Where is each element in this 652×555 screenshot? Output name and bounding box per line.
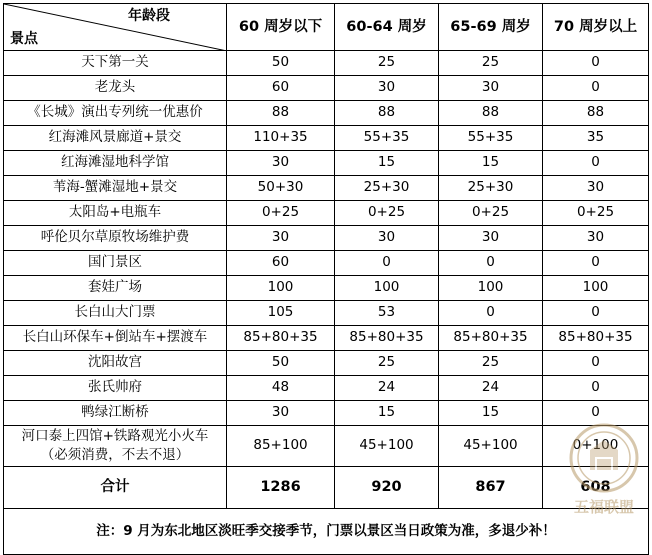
price-cell: 45+100 (439, 426, 543, 467)
price-table (3, 3, 649, 555)
price-cell: 110+35 (227, 126, 335, 151)
price-cell: 0 (543, 376, 649, 401)
price-cell: 85+80+35 (227, 326, 335, 351)
price-cell: 0 (543, 151, 649, 176)
table-row (4, 76, 649, 101)
table-row (4, 51, 649, 76)
price-cell: 30 (335, 226, 439, 251)
price-cell: 55+35 (439, 126, 543, 151)
price-cell: 25 (335, 51, 439, 76)
total-cell: 1286 (227, 467, 335, 509)
site-name-cell: 长白山环保车+倒站车+摆渡车 (4, 326, 227, 351)
column-header: 60-64 周岁 (335, 4, 439, 51)
price-cell: 0+25 (439, 201, 543, 226)
watermark-logo (566, 420, 642, 524)
site-name-cell: 苇海-蟹滩湿地+景交 (4, 176, 227, 201)
price-cell: 25+30 (439, 176, 543, 201)
table-row (4, 426, 649, 467)
price-cell: 50 (227, 351, 335, 376)
price-cell: 30 (227, 401, 335, 426)
site-name-cell: 太阳岛+电瓶车 (4, 201, 227, 226)
price-cell: 30 (439, 76, 543, 101)
site-name-cell: 呼伦贝尔草原牧场维护费 (4, 226, 227, 251)
price-cell: 60 (227, 251, 335, 276)
price-cell: 30 (543, 226, 649, 251)
note-text: 注：9 月为东北地区淡旺季交接季节，门票以景区当日政策为准，多退少补！ (4, 509, 649, 555)
price-cell: 30 (543, 176, 649, 201)
price-cell: 25 (335, 351, 439, 376)
price-cell: 25 (439, 51, 543, 76)
table-row (4, 301, 649, 326)
price-cell: 30 (439, 226, 543, 251)
price-cell: 15 (439, 151, 543, 176)
price-cell: 85+80+35 (439, 326, 543, 351)
age-group-label: 年龄段 (128, 8, 170, 24)
price-cell: 50+30 (227, 176, 335, 201)
price-cell: 48 (227, 376, 335, 401)
price-cell: 88 (439, 101, 543, 126)
column-header: 65-69 周岁 (439, 4, 543, 51)
table-row (4, 201, 649, 226)
price-cell: 0 (543, 401, 649, 426)
price-cell: 105 (227, 301, 335, 326)
site-name-cell: 红海滩湿地科学馆 (4, 151, 227, 176)
price-cell: 15 (335, 151, 439, 176)
price-cell: 0 (543, 301, 649, 326)
price-cell: 45+100 (335, 426, 439, 467)
site-name-note: （必须消费，不去不退） (40, 447, 190, 463)
table-row (4, 126, 649, 151)
price-cell: 0 (543, 51, 649, 76)
table-row (4, 326, 649, 351)
note-row (4, 509, 649, 555)
price-cell: 100 (227, 276, 335, 301)
site-name-cell: 张氏帅府 (4, 376, 227, 401)
price-cell: 25+30 (335, 176, 439, 201)
price-cell: 100 (335, 276, 439, 301)
price-cell: 53 (335, 301, 439, 326)
table-row (4, 401, 649, 426)
site-label: 景点 (10, 30, 38, 47)
site-name-cell: 红海滩风景廊道+景交 (4, 126, 227, 151)
price-cell: 0+25 (335, 201, 439, 226)
price-cell: 0 (439, 251, 543, 276)
site-name-line: 河口泰上四馆+铁路观光小火车 (21, 428, 209, 444)
price-cell: 0 (543, 351, 649, 376)
table-row (4, 376, 649, 401)
total-row (4, 467, 649, 509)
watermark-text: 五福联盟 (573, 498, 634, 516)
price-cell: 0+25 (227, 201, 335, 226)
price-cell: 0 (439, 301, 543, 326)
price-cell: 50 (227, 51, 335, 76)
price-cell: 85+100 (227, 426, 335, 467)
price-cell: 0 (335, 251, 439, 276)
price-cell: 85+80+35 (543, 326, 649, 351)
table-row (4, 351, 649, 376)
total-label: 合计 (4, 467, 227, 509)
price-cell: 0 (543, 251, 649, 276)
price-cell: 88 (227, 101, 335, 126)
price-cell: 15 (439, 401, 543, 426)
site-name-cell: 天下第一关 (4, 51, 227, 76)
table-row (4, 101, 649, 126)
table-row (4, 226, 649, 251)
site-name-cell: 《长城》演出专列统一优惠价 (4, 101, 227, 126)
seal-icon (566, 420, 642, 496)
price-cell: 100 (543, 276, 649, 301)
total-cell: 608 (543, 467, 649, 509)
site-name-cell: 老龙头 (4, 76, 227, 101)
site-name-cell: 套娃广场 (4, 276, 227, 301)
price-cell: 0+25 (543, 201, 649, 226)
header-diagonal-cell (4, 4, 227, 51)
price-cell: 100 (439, 276, 543, 301)
price-cell: 55+35 (335, 126, 439, 151)
price-cell: 0+100 (543, 426, 649, 467)
price-cell: 24 (335, 376, 439, 401)
total-cell: 920 (335, 467, 439, 509)
price-cell: 30 (227, 151, 335, 176)
price-cell: 30 (335, 76, 439, 101)
price-cell: 25 (439, 351, 543, 376)
price-cell: 30 (227, 226, 335, 251)
column-header: 60 周岁以下 (227, 4, 335, 51)
table-row (4, 276, 649, 301)
site-name-cell (4, 426, 227, 467)
site-name-cell: 长白山大门票 (4, 301, 227, 326)
site-name-cell: 鸭绿江断桥 (4, 401, 227, 426)
price-cell: 35 (543, 126, 649, 151)
table-row (4, 251, 649, 276)
price-cell: 60 (227, 76, 335, 101)
header-row (4, 4, 649, 51)
price-cell: 24 (439, 376, 543, 401)
column-header: 70 周岁以上 (543, 4, 649, 51)
total-cell: 867 (439, 467, 543, 509)
table-row (4, 151, 649, 176)
price-cell: 0 (543, 76, 649, 101)
price-cell: 15 (335, 401, 439, 426)
table-row (4, 176, 649, 201)
site-name-cell: 沈阳故宫 (4, 351, 227, 376)
price-cell: 88 (335, 101, 439, 126)
site-name-cell: 国门景区 (4, 251, 227, 276)
price-cell: 88 (543, 101, 649, 126)
price-cell: 85+80+35 (335, 326, 439, 351)
